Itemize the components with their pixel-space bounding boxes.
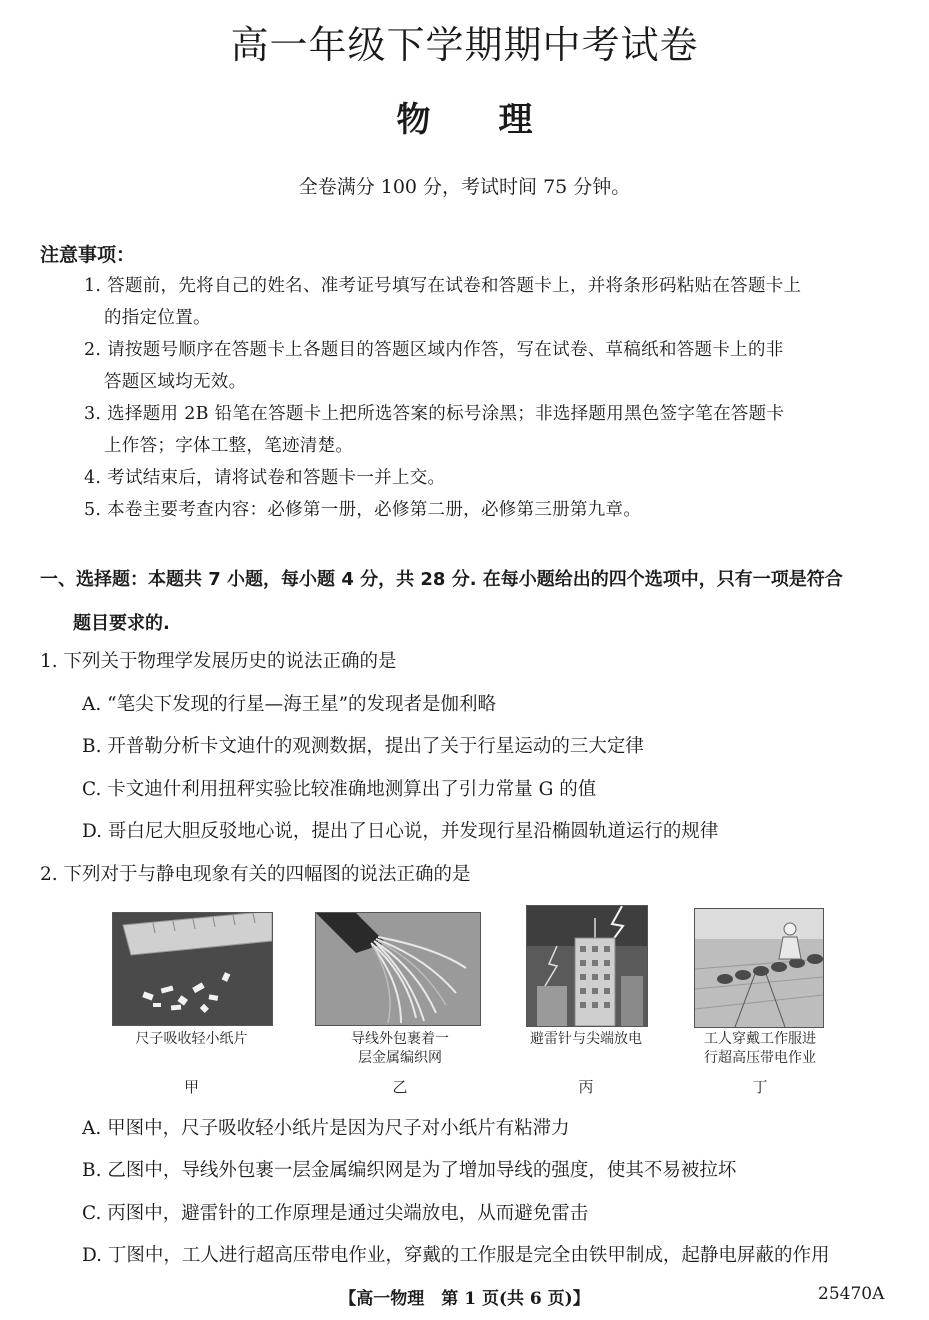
question-2-option-b: B. 乙图中，导线外包裹一层金属编织网是为了增加导线的强度，使其不易被拉坏 (82, 1160, 737, 1181)
note-text: 1. 答题前，先将自己的姓名、准考证号填写在试卷和答题卡上，并将条形码粘贴在答题卡上 (84, 276, 802, 296)
note-item (84, 270, 894, 334)
caption-line: 行超高压带电作业 (704, 1050, 816, 1066)
figure-4-label: 丁 (752, 1078, 768, 1096)
question-2-option-d: D. 丁图中，工人进行超高压带电作业，穿戴的工作服是完全由铁甲制成，起静电屏蔽的作用 (82, 1245, 830, 1266)
caption-line: 避雷针与尖端放电 (530, 1031, 642, 1047)
subject-char-1: 物 (396, 100, 431, 140)
note-text: 3. 选择题用 2B 铅笔在答题卡上把所选答案的标号涂黑；非选择题用黑色签字笔在答题卡 (84, 404, 785, 424)
note-continuation: 的指定位置。 (104, 308, 211, 328)
figure-3-label: 丙 (578, 1078, 594, 1096)
figure-ruler-paper (112, 912, 273, 1026)
question-1-option-d: D. 哥白尼大胆反驳地心说，提出了日心说，并发现行星沿椭圆轨道运行的规律 (82, 821, 719, 842)
subject-title (0, 92, 929, 141)
figure-lightning-rod (526, 905, 648, 1027)
lightning-building-image (527, 906, 647, 1026)
score-time-line: 全卷满分 100 分，考试时间 75 分钟。 (298, 176, 631, 198)
page-footer: 【高一物理 第 1 页(共 6 页)】 (339, 1289, 590, 1309)
exam-title: 高一年级下学期期中考试卷 (230, 23, 699, 67)
note-continuation: 上作答；字体工整，笔迹清楚。 (104, 436, 354, 456)
note-text: 4. 考试结束后，请将试卷和答题卡一并上交。 (84, 468, 446, 488)
question-2-option-a: A. 甲图中，尺子吸收轻小纸片是因为尺子对小纸片有粘滞力 (82, 1118, 570, 1139)
figure-3-caption (506, 1030, 666, 1049)
note-text: 5. 本卷主要考查内容：必修第一册，必修第二册，必修第三册第九章。 (84, 500, 642, 520)
note-text: 2. 请按题号顺序在答题卡上各题目的答题区域内作答，写在试卷、草稿纸和答题卡上的非 (84, 340, 784, 360)
section-heading (40, 558, 895, 646)
section-heading-line2: 题目要求的. (73, 613, 170, 634)
note-item (84, 494, 894, 526)
ruler-paper-image (113, 913, 272, 1025)
figure-1-caption (106, 1030, 277, 1049)
caption-line: 工人穿戴工作服进 (704, 1031, 816, 1047)
question-2-stem: 2. 下列对于与静电现象有关的四幅图的说法正确的是 (40, 864, 471, 885)
figure-cable (315, 912, 481, 1026)
question-1-stem: 1. 下列关于物理学发展历史的说法正确的是 (40, 651, 397, 672)
question-1-option-c: C. 卡文迪什利用扭秤实验比较准确地测算出了引力常量 G 的值 (82, 779, 597, 800)
figure-4-caption (680, 1030, 840, 1068)
question-2-option-c: C. 丙图中，避雷针的工作原理是通过尖端放电，从而避免雷击 (82, 1203, 589, 1224)
figure-2-caption (320, 1030, 480, 1068)
caption-line: 尺子吸收轻小纸片 (135, 1031, 248, 1047)
figure-1-label: 甲 (183, 1078, 199, 1096)
notes-heading: 注意事项： (40, 244, 136, 266)
note-item (84, 398, 894, 462)
subject-char-2: 理 (498, 100, 533, 140)
question-1-option-b: B. 开普勒分析卡文迪什的观测数据，提出了关于行星运动的三大定律 (82, 736, 644, 757)
figure-hv-worker (694, 908, 824, 1028)
note-item (84, 334, 894, 398)
question-1-option-a: A. “笔尖下发现的行星—海王星”的发现者是伽利略 (82, 694, 497, 715)
cable-image (316, 913, 480, 1025)
paper-code: 25470A (818, 1284, 885, 1304)
figure-2-label: 乙 (392, 1078, 408, 1096)
note-continuation: 答题区域均无效。 (104, 372, 247, 392)
hv-worker-image (695, 909, 823, 1027)
caption-line: 导线外包裹着一 (351, 1031, 449, 1047)
section-heading-line1: 一、选择题：本题共 7 小题，每小题 4 分，共 28 分. 在每小题给出的四个选项中，只有一项是符合 (40, 569, 843, 590)
note-item (84, 462, 894, 494)
caption-line: 层金属编织网 (358, 1050, 442, 1066)
